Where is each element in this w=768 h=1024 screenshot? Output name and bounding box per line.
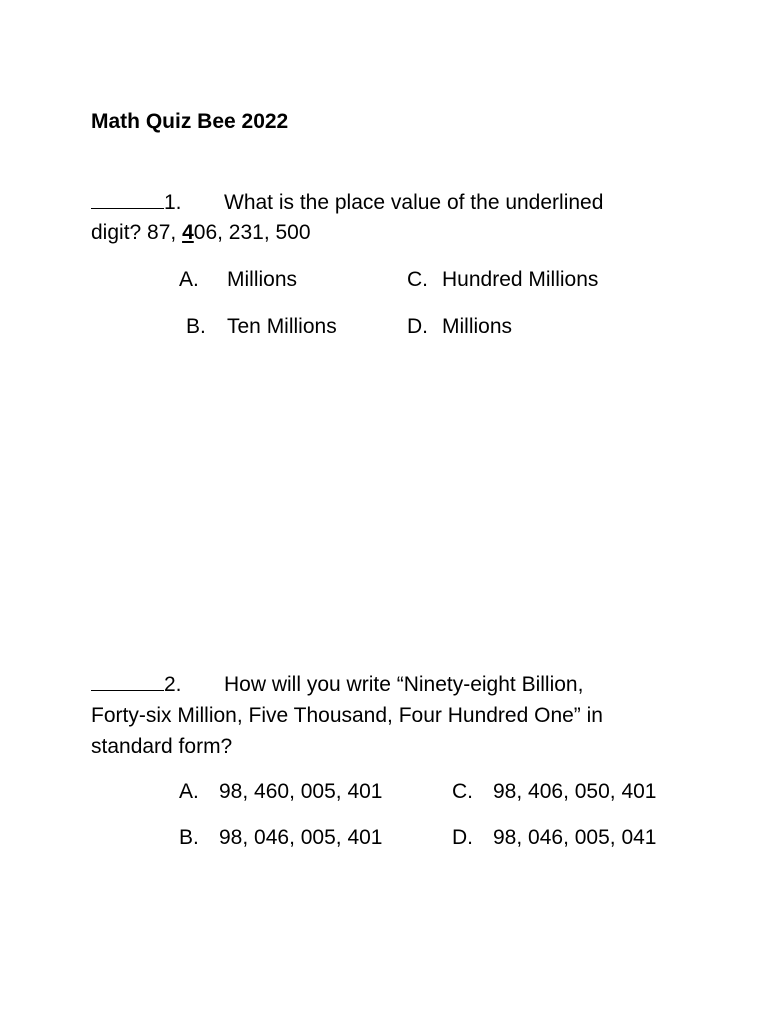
q1-option-b-letter: B. xyxy=(186,315,206,338)
question-1-line-2 xyxy=(91,218,311,248)
q1-option-c[interactable] xyxy=(407,268,428,292)
question-2-line-1 xyxy=(91,670,583,700)
q2-option-a-text: 98, 460, 005, 401 xyxy=(219,780,383,803)
question-2-line-3: standard form? xyxy=(91,735,233,758)
question-2-number: 2. xyxy=(164,673,182,696)
q2-option-d[interactable] xyxy=(452,826,473,850)
q2-option-d-text: 98, 046, 005, 041 xyxy=(493,826,657,849)
question-2-line-2: Forty-six Million, Five Thousand, Four Hundred One” in xyxy=(91,704,603,727)
q2-option-b-letter: B. xyxy=(179,826,199,849)
q1-option-a-text: Millions xyxy=(227,268,298,291)
q2-option-d-letter: D. xyxy=(452,826,473,849)
answer-blank-1[interactable] xyxy=(91,188,164,209)
q2-option-c-letter: C. xyxy=(452,780,473,803)
q2-option-a[interactable] xyxy=(179,780,199,804)
q2-option-c[interactable] xyxy=(452,780,473,804)
q1-option-c-text: Hundred Millions xyxy=(442,268,599,291)
answer-blank-2[interactable] xyxy=(91,670,164,691)
q2-option-a-letter: A. xyxy=(179,780,199,803)
q1-option-c-letter: C. xyxy=(407,268,428,291)
q2-option-c-text: 98, 406, 050, 401 xyxy=(493,780,657,803)
question-1-text-line2-suffix: 06, 231, 500 xyxy=(193,221,311,244)
q1-option-d-letter: D. xyxy=(407,315,428,338)
q2-option-b[interactable] xyxy=(179,826,199,850)
q1-option-d[interactable] xyxy=(407,315,428,339)
question-1-line-1 xyxy=(91,188,603,218)
underlined-digit: 4 xyxy=(182,221,194,244)
q1-option-a[interactable] xyxy=(179,268,199,292)
q1-option-b[interactable] xyxy=(186,315,206,339)
page-title: Math Quiz Bee 2022 xyxy=(91,110,289,133)
question-2-text-line1: How will you write “Ninety-eight Billion, xyxy=(224,673,584,696)
question-1-text-line2-prefix: digit? 87, xyxy=(91,221,183,244)
q1-option-d-text: Millions xyxy=(442,315,513,338)
q2-option-b-text: 98, 046, 005, 401 xyxy=(219,826,383,849)
q1-option-a-letter: A. xyxy=(179,268,199,291)
question-1-number: 1. xyxy=(164,191,182,214)
question-1-text-line1: What is the place value of the underlined xyxy=(224,191,604,214)
q1-option-b-text: Ten Millions xyxy=(227,315,337,338)
